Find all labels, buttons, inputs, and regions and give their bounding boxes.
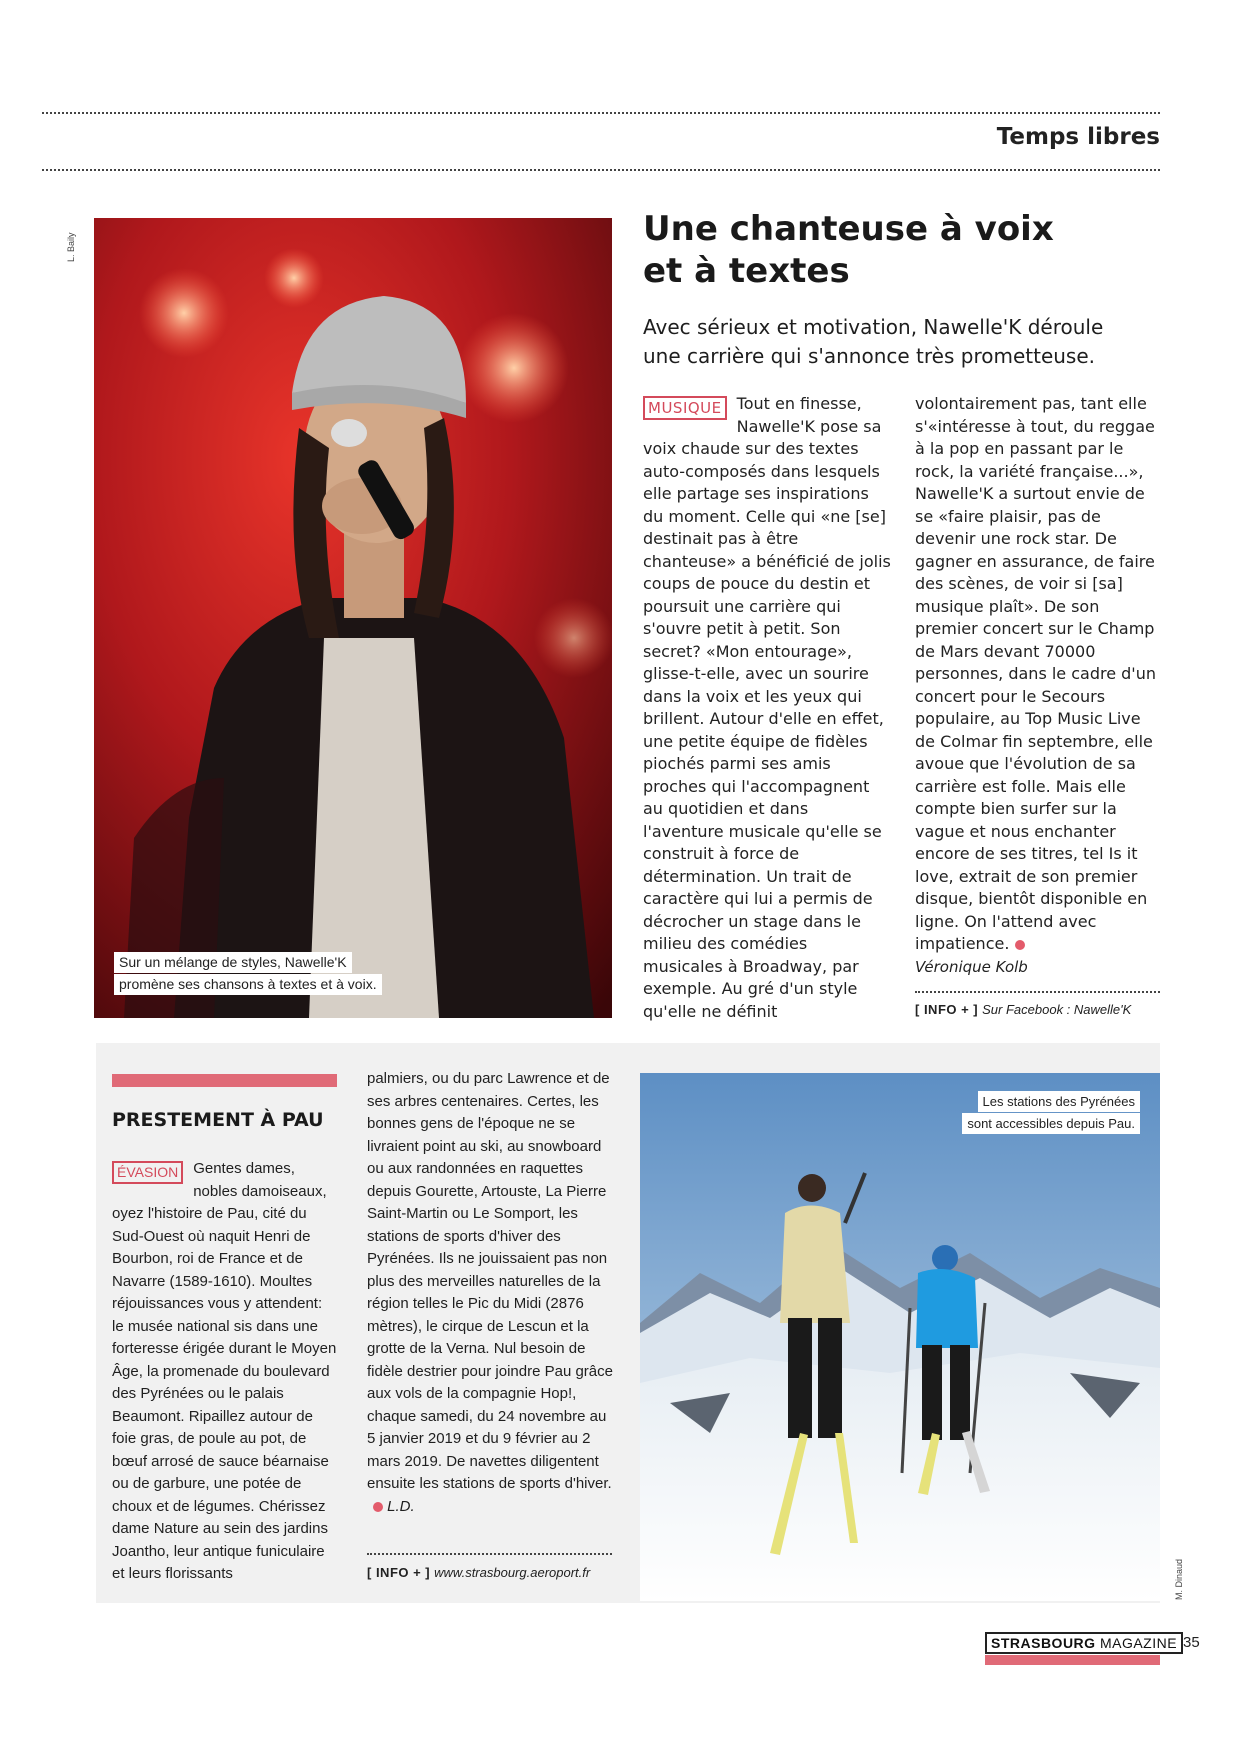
box-info-divider (367, 1553, 612, 1555)
ski-photo-credit: M. Dinaud (1174, 1558, 1184, 1600)
box-column-1 (112, 1158, 337, 1586)
article-text-2: volontairement pas, tant elle s'«intéresse à tout, du reggae à la pop en passant par le rock, la variété française...», Nawelle'K a surtout envie de se «faire plaisir, pas de devenir une rock star. De gagner en assurance, de faire des scènes, de voir si [sa] musique plaît». De son premier concert sur le Champ de Mars devant 70000 personnes, dans le cadre d'un concert pour le Secours populaire, au Top Music Live de Colmar fin septembre, elle avoue que l'évolution de sa carrière est folle. Mais elle compte bien surfer sur la vague et nous enchanter encore de ses titres, tel Is it love, extrait de son premier disque, bientôt disponible en ligne. On l'attend avec impatience. (915, 394, 1156, 953)
photo-caption: Sur un mélange de styles, Nawelle'K promène ses chansons à textes et à voix. (114, 952, 382, 996)
ski-photo (640, 1073, 1160, 1601)
article-author: Véronique Kolb (915, 957, 1028, 976)
page-number: 35 (1183, 1634, 1200, 1651)
article-column-2 (915, 393, 1165, 978)
box-column-2 (367, 1068, 615, 1518)
box-accent-bar (112, 1074, 337, 1087)
article-text-1: Tout en finesse, Nawelle'K pose sa voix chaude sur des textes auto-composés dans lesquels elle partage ses inspirations du moment. Celle qui «ne [se] destinait pas à être chanteuse» a bénéficié de jolis coups de pouce du destin et poursuit une carrière qui s'ouvre petit à petit. Son secret? «Mon entourage», glisse-t-elle, avec un sourire dans la voix et les yeux qui brillent. Autour d'elle en effet, une petite équipe de fidèles piochés parmi ses amis proches qui l'accompagnent au quotidien et dans l'aventure musicale qu'elle se construit à force de détermination. Un trait de caractère qui lui a permis de décrocher un stage dans le milieu des comédies musicales à Broadway, par exemple. Au gré d'un style qu'elle ne définit (643, 394, 891, 1021)
article-column-1 (643, 393, 891, 1023)
concert-illustration (94, 218, 612, 1018)
box-author: L.D. (387, 1497, 415, 1515)
concert-photo (94, 218, 612, 1018)
category-tag: MUSIQUE (643, 396, 727, 420)
section-label: Temps libres (996, 124, 1160, 150)
info-divider (915, 991, 1160, 993)
article-standfirst: Avec sérieux et motivation, Nawelle'K déroule une carrière qui s'annonce très prometteuse. (643, 315, 1104, 368)
box-info: [ INFO + ] www.strasbourg.aeroport.fr (367, 1565, 591, 1580)
article-info: [ INFO + ] Sur Facebook : Nawelle'K (915, 1002, 1132, 1017)
box-text-2: palmiers, ou du parc Lawrence et de ses arbres centenaires. Certes, les bonnes gens de l'époque ne se livraient point au ski, au snowboard ou aux randonnées en raquettes depuis Gourette, Artouste, La Pierre Saint-Martin ou Le Somport, les stations de sports d'hiver des Pyrénées. Ils ne jouissaient pas non plus des merveilles naturelles de la région telles le Pic du Midi (2876 mètres), le cirque de Lescun et la grotte de la Verna. Nul besoin de fidèle destrier pour joindre Pau grâce aux vols de la compagnie Hop!, chaque samedi, du 24 novembre au 5 janvier 2019 et du 9 février au 2 mars 2019. De navettes diligentent ensuite les stations de sports d'hiver. (367, 1070, 613, 1492)
footer-accent-bar (985, 1655, 1160, 1665)
magazine-brand: STRASBOURG MAGAZINE (985, 1632, 1183, 1654)
evasion-tag: ÉVASION (112, 1161, 183, 1184)
header-rule-top (42, 112, 1160, 114)
ski-photo-caption: Les stations des Pyrénées sont accessibles depuis Pau. (962, 1091, 1140, 1135)
end-dot-icon (1015, 940, 1025, 950)
header-rule-bottom (42, 169, 1160, 171)
ski-illustration (640, 1073, 1160, 1601)
box-text-1: Gentes dames, nobles damoiseaux, oyez l'histoire de Pau, cité du Sud-Ouest où naquit Henri de Bourbon, roi de France et de Navarre (1589-1610). Moultes réjouissances vous y attendent: le musée national sis dans une forteresse érigée durant le Moyen Âge, la promenade du boulevard des Pyrénées ou le palais Beaumont. Ripaillez autour de foie gras, de poule au pot, de bœuf arrosé de sauce béarnaise ou de garbure, une potée de choux et de légumes. Chérissez dame Nature au sein des jardins Joantho, leur antique funiculaire et leurs florissants (112, 1160, 337, 1582)
photo-credit: L. Baily (66, 232, 76, 262)
article-headline: Une chanteuse à voix et à textes (643, 209, 1054, 291)
box-title: PRESTEMENT À PAU (112, 1109, 324, 1131)
box-end-dot-icon (373, 1502, 383, 1512)
